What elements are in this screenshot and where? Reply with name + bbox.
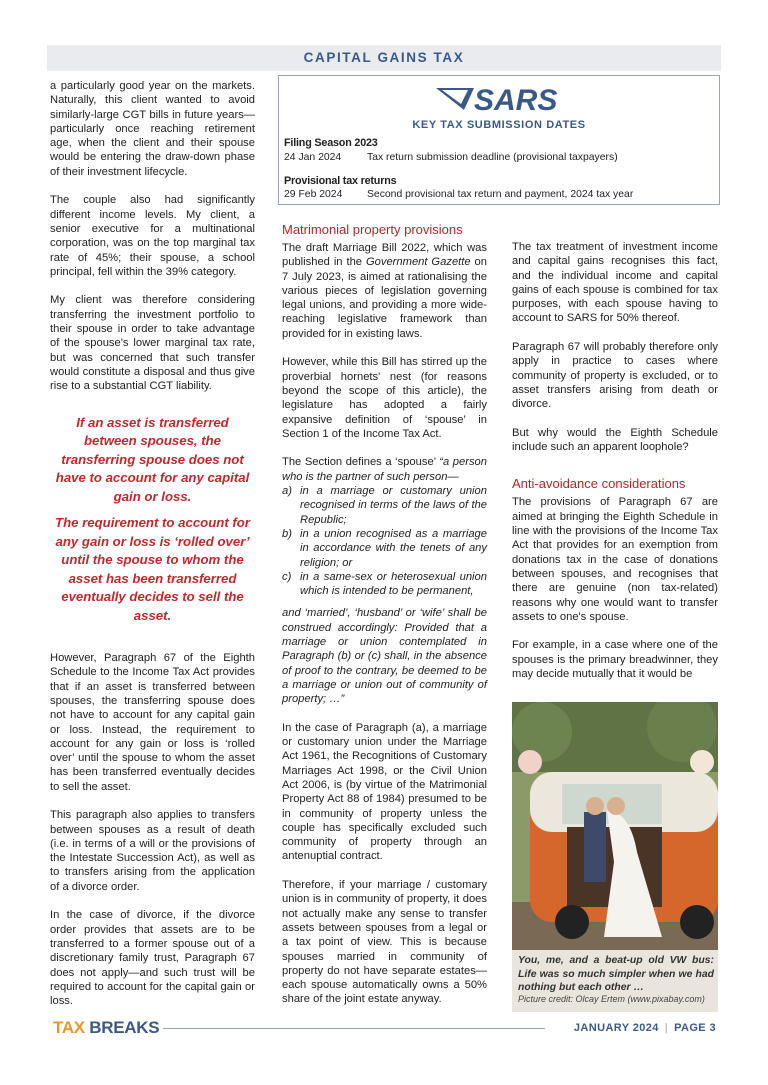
page-number: PAGE 3 (674, 1022, 716, 1034)
pull-quote-text: If an asset is transferred between spouses, the transferring spouse does not have to account for any capital gain or loss. (55, 414, 250, 504)
section-heading: Matrimonial property provisions (282, 222, 463, 237)
date: 24 Jan 2024 (284, 152, 342, 163)
date-row (284, 152, 618, 163)
paragraph: This paragraph also applies to transfers between spouses as a result of death (i.e. in terms of a will or the provisions of the Intestate Succession Act), as well as to transfers arising from the application of a divorce order. (50, 809, 255, 893)
paragraph: However, while this Bill has stirred up the proverbial hornets' nest (for reasons beyond the scope of this article), the legislature has adopted a fairly expansive definition of ‘spouse’ in Section 1 of the Income Tax Act. (282, 356, 487, 440)
pull-quote (50, 414, 255, 626)
paragraph: In the case of divorce, if the divorce order provides that assets are to be transferred to a former spouse out of a discretionary family trust, Paragraph 67 does not apply—and such trust will be required to account for the capital gain or loss. (50, 909, 255, 1008)
paragraph: The draft Marriage Bill 2022, which was published in the Government Gazette on 7 July 2023, is aimed at rationalising the various pieces of legislation governing legal unions, and providing a more wide-reaching legislative framework than provided for in existing laws. (282, 242, 487, 340)
definition-list (282, 484, 487, 598)
column-3 (512, 240, 718, 696)
photo-caption: You, me, and a beat-up old VW bus: Life was so much simpler when we had nothing but each other … (518, 955, 714, 993)
paragraph: The couple also had significantly different income levels. My client, a senior executive for a multinational corporation, was on the top marginal tax rate of 45%; their spouse, a school principal, fell within the 39% category. (50, 194, 255, 278)
issue-date: JANUARY 2024 (573, 1022, 659, 1034)
paragraph: The Section defines a ‘spouse’ “a person who is the partner of such person— (282, 456, 488, 483)
paragraph: and ‘married’, ‘husband’ or ‘wife’ shall be construed accordingly: Provided that a marriage or union contemplated in Paragraph (b) or (c) shall, in the absence of proof to the contrary, be deemed to be a marriage or union out of community of property; …” (282, 607, 487, 706)
paragraph: The provisions of Paragraph 67 are aimed at bringing the Eighth Schedule in line with the provisions of the Income Tax Act that provides for an exemption from donations tax in the case of donations between spouses, and recognises that there are genuine (non tax-related) reasons why one would want to transfer assets to one's spouse. (512, 496, 718, 623)
key-dates-title: KEY TAX SUBMISSION DATES (412, 119, 586, 131)
wedding-vw-bus-photo (512, 702, 718, 950)
photo-figure (512, 702, 718, 1012)
column-1 (50, 79, 255, 1023)
footer-page-info: JANUARY 2024 | PAGE 3 (573, 1022, 716, 1034)
footer-divider (163, 1028, 545, 1029)
paragraph: The tax treatment of investment income and capital gains recognises this fact, and the individual income and capital gains of each spouse is combined for tax purposes, with each spouse having to account to SARS for 50% thereof. (512, 241, 718, 325)
list-item: c) in a same-sex or heterosexual union which is intended to be permanent, (282, 570, 487, 598)
header-bar (47, 45, 721, 71)
photo-credit: Picture credit: Olcay Ertem (www.pixabay.com) (518, 994, 705, 1004)
paragraph: a particularly good year on the markets. Naturally, this client wanted to avoid similarly-large CGT bills in future years—particularly once reaching retirement age, when the client and their spouse would be entering the draw-down phase of their investment lifecycle. (50, 80, 255, 178)
section-heading: Anti-avoidance considerations (512, 476, 686, 492)
date-description: Second provisional tax return and payment, 2024 tax year (367, 189, 634, 200)
sars-logo (434, 82, 564, 116)
key-dates-box (278, 75, 720, 205)
column-2 (282, 222, 487, 1021)
paragraph: My client was therefore considering transferring the investment portfolio to their spouse in order to take advantage of the spouse's lower marginal tax rate, but was concerned that such transfer would constitute a disposal and thus give rise to a substantial CGT liability. (50, 294, 255, 393)
tax-breaks-logo: TAX BREAKS (53, 1018, 160, 1037)
paragraph: In the case of Paragraph (a), a marriage or customary union under the Marriage Act 1961, the Recognitions of Customary Marriages Act 1998, or the Civil Union Act 2006, is (by virtue of the Matrimonial Property Act 88 of 1984) presumed to be in community of property unless the couple has specifically excluded such community of property through an antenuptial contract. (282, 721, 487, 863)
paragraph: Paragraph 67 will probably therefore only apply in practice to cases where community of property is excluded, or to asset transfers arising from death or divorce. (512, 341, 718, 411)
provisional-heading: Provisional tax returns (284, 175, 397, 187)
date-row (284, 189, 633, 200)
section-title: CAPITAL GAINS TAX (303, 50, 465, 65)
paragraph: However, Paragraph 67 of the Eighth Schedule to the Income Tax Act provides that if an asset is transferred between spouses, the transferring spouse does not have to account for any capital gain or loss. Instead, the requirement to account for any gain or loss is ‘rolled over’ until the spouse to whom the asset has been transferred eventually decides to sell the asset. (50, 652, 255, 793)
svg-text:SARS: SARS (474, 84, 558, 116)
date: 29 Feb 2024 (284, 189, 343, 200)
list-item: a) in a marriage or customary union recognised in terms of the laws of the Republic; (282, 485, 487, 526)
pull-quote-text: The requirement to account for any gain or loss is ‘rolled over’ until the spouse to whom the asset has been transferred eventually decides to sell the asset. (55, 515, 250, 623)
date-description: Tax return submission deadline (provisional taxpayers) (367, 152, 618, 163)
paragraph: For example, in a case where one of the spouses is the primary breadwinner, they may decide mutually that it would be (512, 639, 718, 681)
filing-season-heading: Filing Season 2023 (284, 137, 378, 149)
paragraph: Therefore, if your marriage / customary union is in community of property, it does not actually make any sense to transfer assets between spouses from a legal or a tax point of view. This is because spouses married in community of property do not have separate estates—each spouse automatically owns a 50% share of the joint estate anyway. (282, 879, 487, 1006)
list-item: b) in a union recognised as a marriage in accordance with the tenets of any religion; or (282, 527, 487, 569)
paragraph: But why would the Eighth Schedule include such an apparent loophole? (512, 426, 718, 454)
